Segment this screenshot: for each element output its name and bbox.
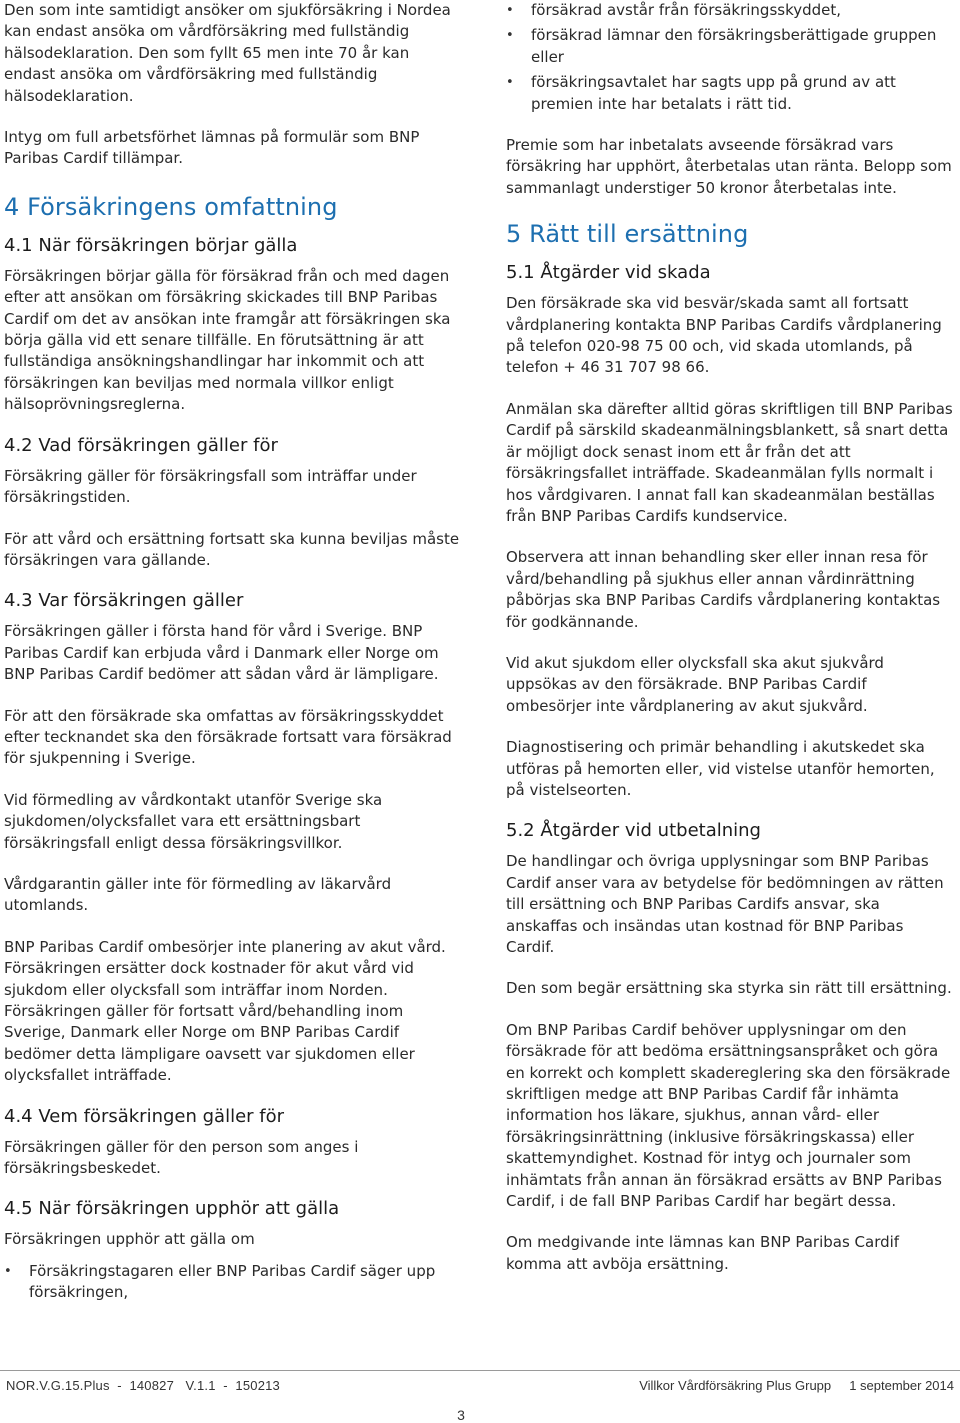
section-5-2-heading: 5.2 Åtgärder vid utbetalning <box>506 820 761 842</box>
section-4-3-paragraph-2: För att den försäkrade ska omfattas av försäkringsskyddet efter tecknandet ska den försäkrade fortsatt vara försäkrad för sjukpenning i Sverige. <box>4 706 452 768</box>
termination-bullet-list <box>506 0 954 115</box>
document-reference: NOR.V.G.15.Plus - 140827 V.1.1 - 150213 <box>6 1378 280 1393</box>
section-5-heading: 5 Rätt till ersättning <box>506 220 749 249</box>
section-4-5-bullet-list <box>4 1261 462 1304</box>
intro-paragraph-2: Intyg om full arbetsförhet lämnas på formulär som BNP Paribas Cardif tillämpar. <box>4 128 420 168</box>
document-title: Villkor Vårdförsäkring Plus Grupp 1 september 2014 <box>639 1378 954 1393</box>
intro-paragraph-1: Den som inte samtidigt ansöker om sjukförsäkring i Nordea kan endast ansöka om vårdförsäkring med fullständig hälsodeklaration. Den som fyllt 65 men inte 70 år kan endast ansöka om vårdförsäkring med fullständig hälsodeklaration. <box>4 1 451 105</box>
section-4-3-paragraph-3: Vid förmedling av vårdkontakt utanför Sverige ska sjukdomen/olycksfallet vara ett ersättningsbart försäkringsfall enligt dessa försäkringsvillkor. <box>4 790 383 852</box>
section-4-3-paragraph-5: BNP Paribas Cardif ombesörjer inte planering av akut vård. Försäkringen ersätter dock kostnader för akut vård vid sjukdom eller olycksfall som inträffar inom Norden. Försäkringen gäller för fortsatt vård/behandling inom Sverige, Danmark eller Norge om BNP Paribas Cardif bedömer detta lämpligare oavsett var sjukdomen eller olycksfallet inträffade. <box>4 937 446 1085</box>
section-4-4-heading: 4.4 Vem försäkringen gäller för <box>4 1105 285 1127</box>
section-5-2-paragraph-3: Om BNP Paribas Cardif behöver upplysningar om den försäkrade för att bedöma ersättningsanspråket och göra en korrekt och komplett skadereglering ska den försäkrade skriftligen medge att BNP Paribas Cardif får inhämta information hos läkare, sjukhus, annan vård- eller försäkringsinrättning (inklusive försäkringskassa) eller skattemyndighet. Kostnad för intyg och journaler som inhämtats från annan än försäkrad ersätts av BNP Paribas Cardif, i de fall BNP Paribas Cardif har begärt dessa. <box>506 1020 951 1211</box>
list-item: • försäkrad lämnar den försäkringsberättigade gruppen eller <box>506 25 954 68</box>
section-4-3-paragraph-1: Försäkringen gäller i första hand för vård i Sverige. BNP Paribas Cardif kan erbjuda vård i Danmark eller Norge om BNP Paribas Cardif bedömer att sådan vård är lämpligare. <box>4 622 439 684</box>
section-4-5-heading: 4.5 När försäkringen upphör att gälla <box>4 1198 340 1220</box>
section-5-1-heading: 5.1 Åtgärder vid skada <box>506 262 711 284</box>
section-5-1-paragraph-1: Den försäkrade ska vid besvär/skada samt all fortsatt vårdplanering kontakta BNP Paribas Cardifs vårdplanering på telefon 020-98 75 00 och, vid skada utomlands, på telefon + 46 31 707 98 66. <box>506 294 942 377</box>
section-4-2-paragraph-1: Försäkring gäller för försäkringsfall som inträffar under försäkringstiden. <box>4 466 417 507</box>
section-4-2-paragraph-2: För att vård och ersättning fortsatt ska kunna beviljas måste försäkringen vara gällande. <box>4 529 460 569</box>
premium-refund-paragraph: Premie som har inbetalats avseende försäkrad vars försäkring har upphört, återbetalas utan ränta. Belopp som sammanlagt understiger 50 kronor återbetalas inte. <box>506 136 952 197</box>
list-item: • Försäkringstagaren eller BNP Paribas Cardif säger upp försäkringen, <box>4 1261 462 1304</box>
section-4-2-heading: 4.2 Vad försäkringen gäller för <box>4 434 278 456</box>
left-column <box>4 0 462 1304</box>
section-5-1-paragraph-2: Anmälan ska därefter alltid göras skriftligen till BNP Paribas Cardif på särskild skadeanmälningsblankett, så snart detta är möjligt dock senast inom ett år från det att försäkringsfallet inträffade. Skadeanmälan fylls normalt i hos vårdgivaren. I annat fall kan skadeanmälan beställas från BNP Paribas Cardifs kundservice. <box>506 399 953 525</box>
section-4-3-heading: 4.3 Var försäkringen gäller <box>4 590 244 612</box>
page-number: 3 <box>457 1407 465 1423</box>
section-4-4-paragraph: Försäkringen gäller för den person som anges i försäkringsbeskedet. <box>4 1137 359 1178</box>
list-item: • försäkrad avstår från försäkringsskyddet, <box>506 0 954 21</box>
section-4-1-heading: 4.1 När försäkringen börjar gälla <box>4 234 298 256</box>
section-5-2-paragraph-4: Om medgivande inte lämnas kan BNP Paribas Cardif komma att avböja ersättning. <box>506 1233 900 1273</box>
page-footer <box>0 1370 960 1422</box>
section-5-2-paragraph-2: Den som begär ersättning ska styrka sin rätt till ersättning. <box>506 979 952 998</box>
section-4-3-paragraph-4: Vårdgarantin gäller inte för förmedling av läkarvård utomlands. <box>4 874 392 915</box>
right-column <box>506 0 954 1275</box>
section-4-1-paragraph: Försäkringen börjar gälla för försäkrad från och med dagen efter att ansökan om försäkring skickades till BNP Paribas Cardif om det av ansökan inte framgår att försäkringen ska börja gälla vid ett senare tillfälle. En förutsättning är att fullständiga ansökningshandlingar har inkommit och att försäkringen kan beviljas med normala villkor enligt hälsoprövningsreglerna. <box>4 266 451 414</box>
section-4-heading: 4 Försäkringens omfattning <box>4 192 338 221</box>
section-5-1-paragraph-3: Observera att innan behandling sker eller innan resa för vård/behandling på sjukhus eller annan vårdinrättning påbörjas ska BNP Paribas Cardifs vårdplanering kontaktas för godkännande. <box>506 548 941 631</box>
section-4-5-paragraph: Försäkringen upphör att gälla om <box>4 1230 255 1249</box>
section-5-1-paragraph-5: Diagnostisering och primär behandling i akutskedet ska utföras på hemorten eller, vid vistelse utanför hemorten, på vistelseorten. <box>506 738 935 799</box>
section-5-2-paragraph-1: De handlingar och övriga upplysningar som BNP Paribas Cardif anser vara av betydelse för bedömningen av rätten till ersättning och BNP Paribas Cardifs ansvar, ska anskaffas och insändas utan kostnad för BNP Paribas Cardif. <box>506 852 944 956</box>
list-item: • försäkringsavtalet har sagts upp på grund av att premien inte har betalats i rätt tid. <box>506 72 954 115</box>
footer-divider <box>0 1370 960 1371</box>
section-5-1-paragraph-4: Vid akut sjukdom eller olycksfall ska akut sjukvård uppsökas av den försäkrade. BNP Paribas Cardif ombesörjer inte vårdplanering av akut sjukvård. <box>506 653 884 715</box>
